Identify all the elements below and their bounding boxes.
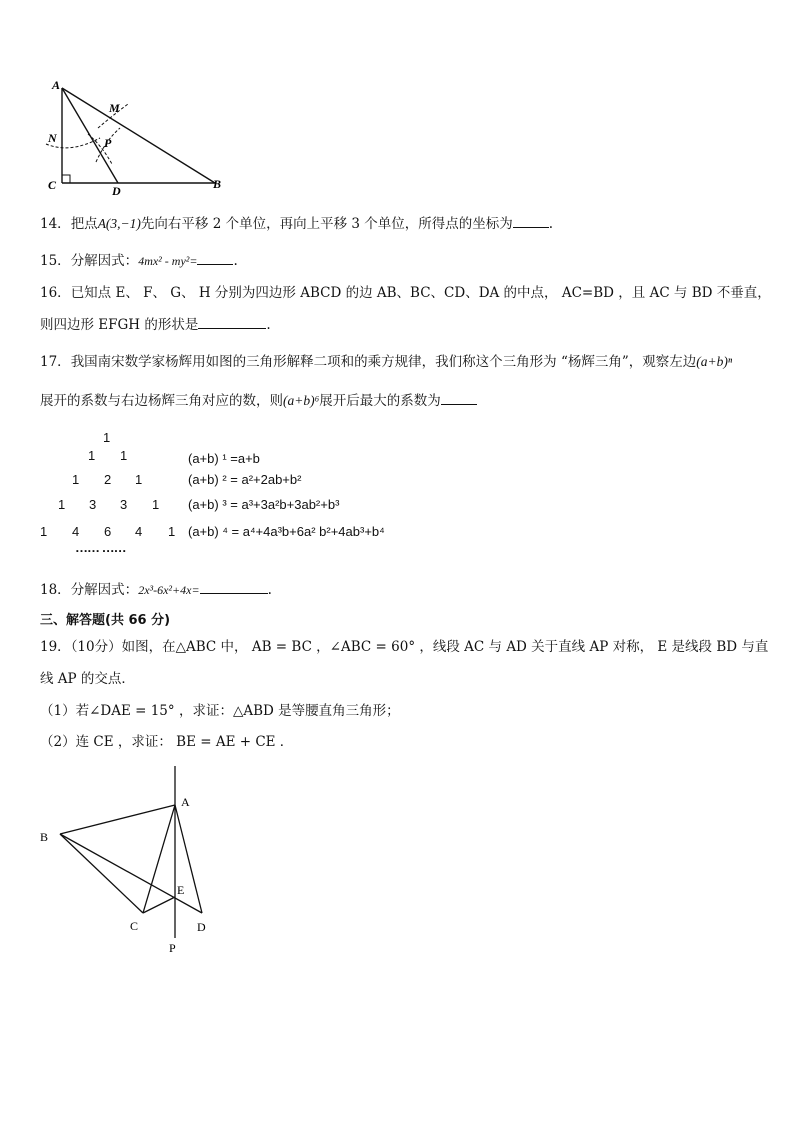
q16-number: 16． (40, 285, 71, 301)
q17-line1-expr: (a+b)ⁿ (696, 354, 733, 369)
question-19-part2 (40, 730, 293, 750)
segment-ac (143, 805, 175, 913)
q17-line2b: 展开后最大的系数为 (319, 393, 441, 409)
question-17-line2 (40, 389, 477, 409)
q19-line2: 线 AP 的交点． (40, 671, 135, 687)
label-e: E (177, 883, 185, 897)
pascal-cell: 3 (89, 497, 97, 512)
label-p: P (169, 941, 176, 955)
q17-line1: 我国南宋数学家杨辉用如图的三角形解释二项和的乘方规律，我们称这个三角形为 “杨辉三角”，观察左边 (70, 354, 697, 370)
segment-ab (62, 88, 215, 183)
question-15 (40, 249, 238, 269)
q14-point: A(3,−1) (97, 216, 141, 231)
label-c: C (130, 919, 139, 933)
pascal-cell: 1 (88, 448, 96, 463)
pascal-cell: 4 (135, 524, 143, 539)
pascal-cell: 4 (72, 524, 80, 539)
q15-number: 15． (40, 253, 71, 269)
pascal-cell: 1 (135, 472, 143, 487)
pascal-cell: 2 (104, 472, 112, 487)
q14-text2: 先向右平移 2 个单位，再向上平移 3 个单位，所得点的坐标为 (140, 216, 513, 232)
section-title: 三、解答题(共 66 分) (40, 613, 171, 628)
pascal-cell: 1 (40, 524, 48, 539)
q16-line2: 则四边形 EFGH 的形状是 (40, 317, 199, 333)
q14-end: . (548, 216, 554, 232)
question-19-part1 (40, 699, 400, 719)
right-angle-mark (62, 175, 70, 183)
q16-answer-blank[interactable] (198, 315, 266, 329)
label-d: D (197, 920, 206, 934)
label-c: C (48, 178, 57, 192)
expansion-4: (a+b) ⁴ = a⁴+4a³b+6a² b²+4ab³+b⁴ (188, 524, 385, 539)
figure-question-19 (36, 760, 226, 960)
label-b: B (40, 830, 49, 844)
q19-number: 19． (40, 639, 71, 655)
label-p: P (104, 136, 112, 150)
figure-triangle-abc (40, 76, 240, 198)
label-d: D (112, 184, 121, 198)
expansion-3: (a+b) ³ = a³+3a²b+3ab²+b³ (188, 497, 340, 512)
expansion-2: (a+b) ² = a²+2ab+b² (188, 472, 302, 487)
q16-line1: 已知点 E、 F、 G、 H 分别为四边形 ABCD 的边 AB、BC、CD、DA 的中点， AC=BD ，且 AC 与 BD 不垂直， (70, 285, 771, 301)
segment-ce (143, 897, 175, 913)
expansion-1: (a+b) ¹ =a+b (188, 451, 260, 466)
q15-answer-blank[interactable] (197, 251, 233, 265)
pascal-cell: 1 (152, 497, 160, 512)
q14-answer-blank[interactable] (513, 214, 549, 228)
question-14 (40, 212, 553, 232)
q18-answer-blank[interactable] (200, 580, 268, 594)
q15-end: . (233, 253, 238, 269)
q18-number: 18． (40, 582, 71, 598)
q14-text1: 把点 (70, 216, 98, 232)
q17-number: 17． (40, 354, 71, 370)
pascal-cell: 1 (58, 497, 66, 512)
q18-end: . (267, 582, 272, 598)
q14-number: 14． (40, 216, 71, 232)
question-19-line1 (40, 635, 768, 655)
q18-expr: 2x³-6x²+4x= (138, 583, 200, 597)
q18-text1: 分解因式： (70, 582, 139, 598)
q19-part2: （2）连 CE ，求证： BE = AE + CE ． (40, 734, 294, 750)
label-m: M (109, 101, 120, 115)
q17-line2-expr: (a+b)⁶ (283, 393, 320, 408)
question-16-line2 (40, 313, 271, 333)
pascal-cell: 1 (168, 524, 176, 539)
pascal-cell: 1 (120, 448, 128, 463)
q16-end: . (266, 317, 271, 333)
q17-line2a: 展开的系数与右边杨辉三角对应的数，则 (40, 393, 283, 409)
label-a: A (181, 795, 190, 809)
q15-expr: 4mx² - my²= (138, 254, 198, 268)
label-a: A (52, 78, 61, 92)
label-b: B (213, 177, 222, 191)
question-19-line2 (40, 667, 135, 687)
q17-answer-blank[interactable] (441, 391, 477, 405)
question-18 (40, 578, 272, 598)
question-17-line1 (40, 350, 732, 370)
segment-ba (60, 805, 175, 834)
pascal-dots: …… …… (75, 540, 126, 555)
pascal-cell: 6 (104, 524, 112, 539)
q19-line1: （10分）如图，在△ABC 中， AB = BC ，∠ABC = 60° ，线段 AC 与 AD 关于直线 AP 对称， E 是线段 BD 与直 (70, 639, 769, 655)
question-16-line1 (40, 281, 771, 301)
q15-text1: 分解因式： (70, 253, 139, 269)
pascal-cell: 3 (120, 497, 128, 512)
label-n: N (48, 131, 57, 145)
pascal-cell: 1 (103, 430, 111, 445)
q19-part1: （1）若∠DAE = 15° ，求证：△ABD 是等腰直角三角形； (40, 703, 400, 719)
pascal-cell: 1 (72, 472, 80, 487)
